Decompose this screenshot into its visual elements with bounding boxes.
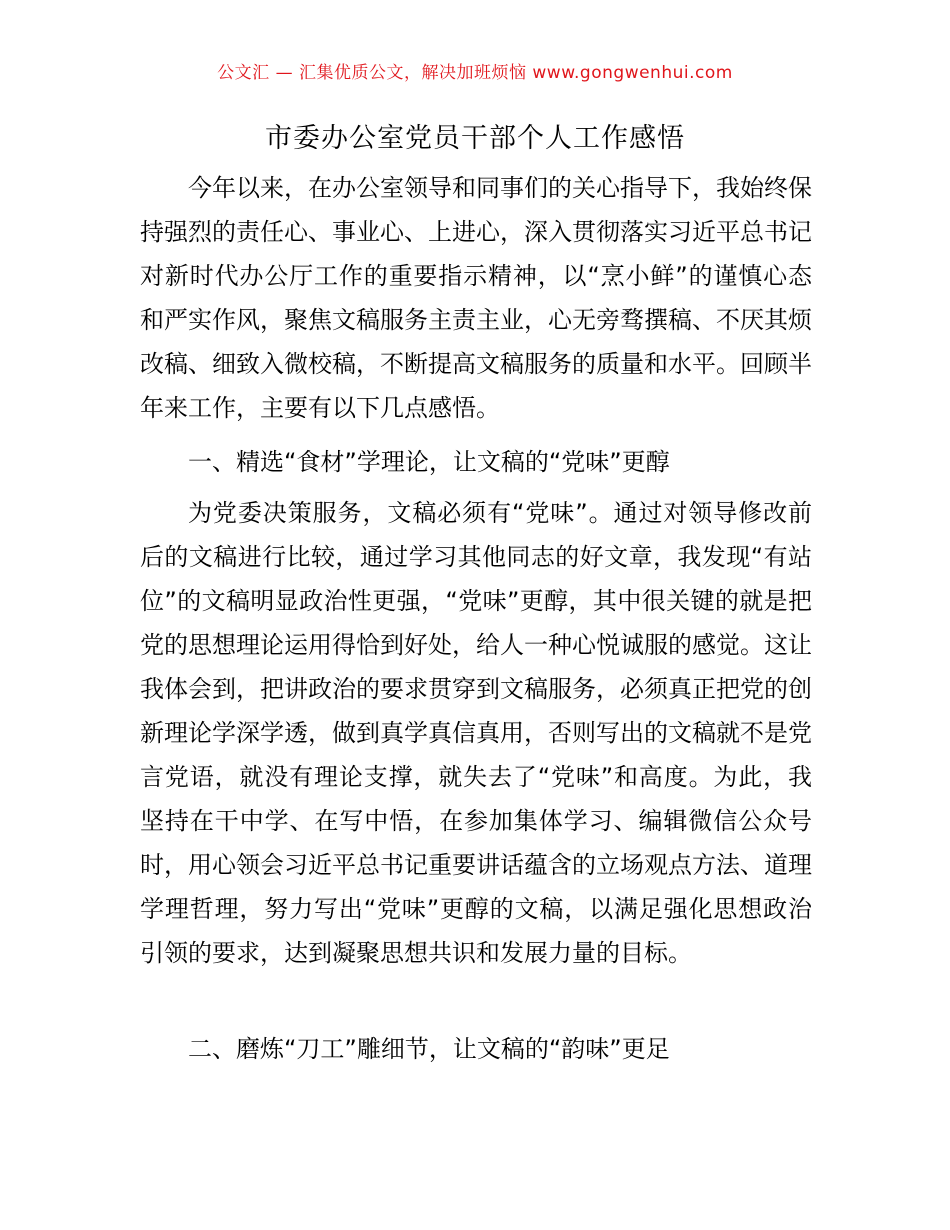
- document-title: 市委办公室党员干部个人工作感悟: [265, 123, 685, 154]
- watermark-header: 公文汇 — 汇集优质公文，解决加班烦恼 www.gongwenhui.com: [217, 63, 733, 83]
- paragraph-intro: 今年以来，在办公室领导和同事们的关心指导下，我始终保持强烈的责任心、事业心、上进心，深入贯彻落实习近平总书记对新时代办公厅工作的重要指示精神，以“烹小鲜”的谨慎心态和严实作风，聚焦文稿服务主责主业，心无旁骛撰稿、不厌其烦改稿、细致入微校稿，不断提高文稿服务的质量和水平。回顾半年来工作，主要有以下几点感悟。: [140, 174, 812, 422]
- paragraph-section-1: 为党委决策服务，文稿必须有“党味”。通过对领导修改前后的文稿进行比较，通过学习其他同志的好文章，我发现“有站位”的文稿明显政治性更强，“党味”更醇，其中很关键的就是把党的思想理论运用得恰到好处，给人一种心悦诚服的感觉。这让我体会到，把讲政治的要求贯穿到文稿服务，必须真正把党的创新理论学深学透，做到真学真信真用，否则写出的文稿就不是党言党语，就没有理论支撑，就失去了“党味”和高度。为此，我坚持在干中学、在写中悟，在参加集体学习、编辑微信公众号时，用心领会习近平总书记重要讲话蕴含的立场观点方法、道理学理哲理，努力写出“党味”更醇的文稿，以满足强化思想政治引领的要求，达到凝聚思想共识和发展力量的目标。: [140, 499, 812, 967]
- section-heading-2: 二、磨炼“刀工”雕细节，让文稿的“韵味”更足: [188, 1035, 670, 1063]
- section-heading-1: 一、精选“食材”学理论，让文稿的“党味”更醇: [188, 448, 670, 476]
